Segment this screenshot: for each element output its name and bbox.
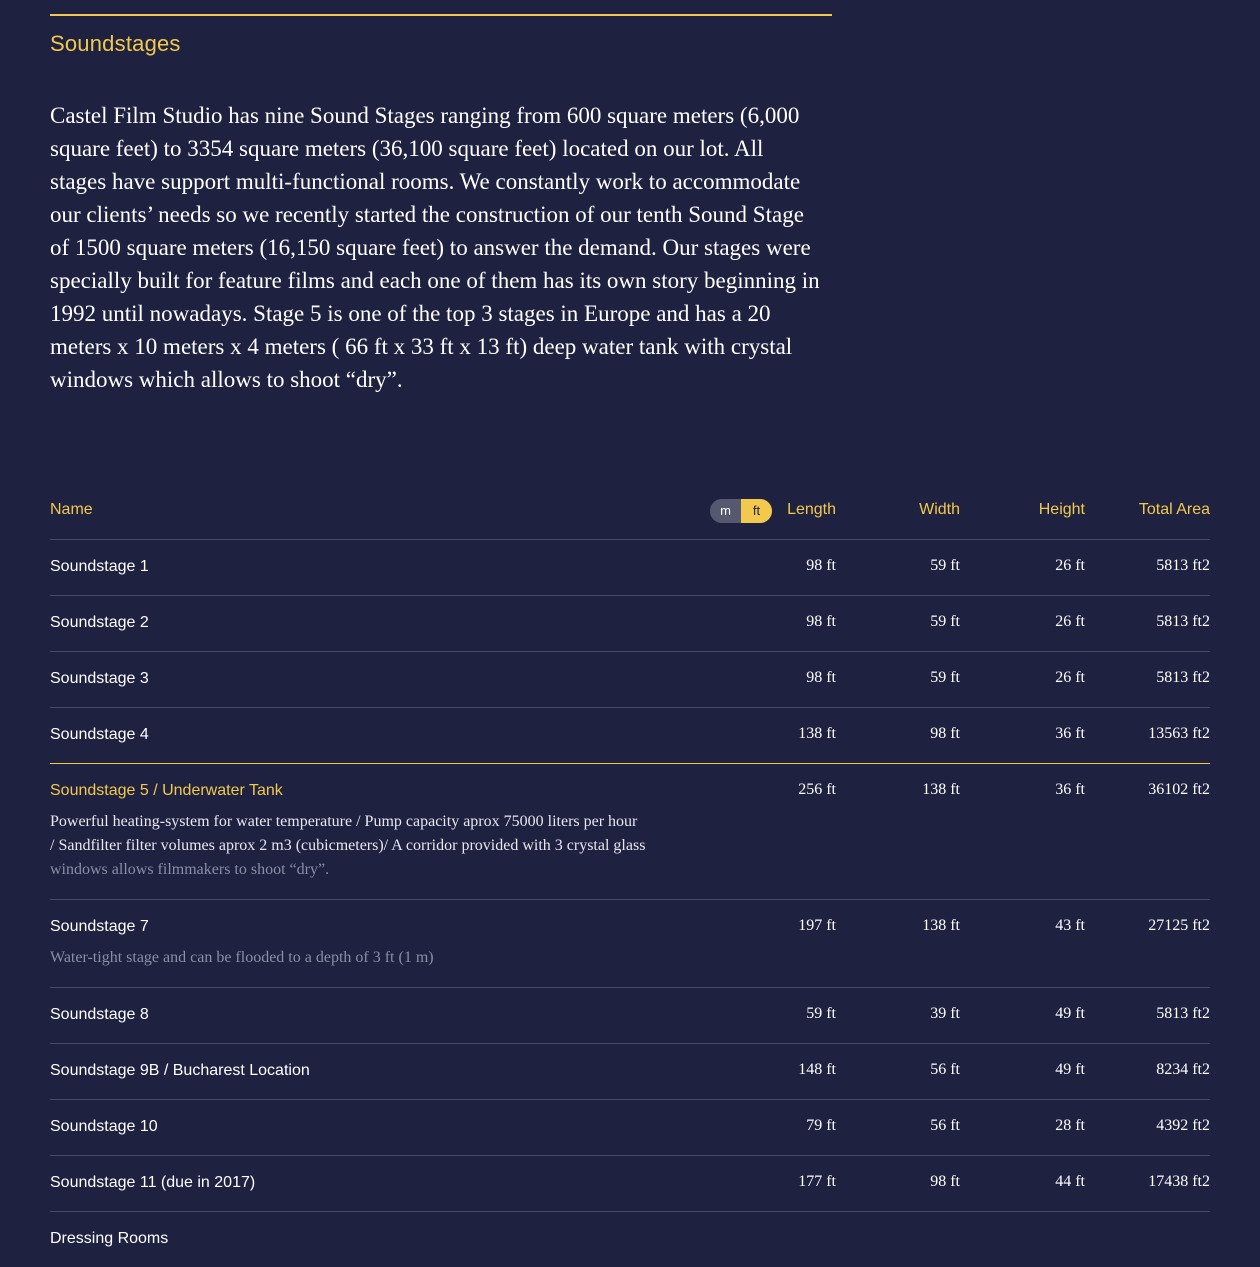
row-area: 5813 ft2 [1156, 669, 1210, 686]
top-rule [50, 14, 832, 16]
row-width: 59 ft [930, 669, 960, 686]
table-row[interactable] [50, 1156, 1210, 1212]
row-name: Soundstage 9B / Bucharest Location [50, 1062, 310, 1079]
row-length: 256 ft [798, 781, 836, 798]
row-area: 4392 ft2 [1156, 1117, 1210, 1134]
header-height: Height [1038, 501, 1085, 518]
row-area: 17438 ft2 [1148, 1173, 1210, 1190]
row-height: 49 ft [1055, 1061, 1085, 1078]
row-area: 36102 ft2 [1148, 781, 1210, 798]
intro-paragraph: Castel Film Studio has nine Sound Stages ranging from 600 square meters (6,000 square feet) to 3354 square meters (36,100 square feet) located on our lot. All stages have support multi-functional rooms. We constantly work to accommodate our clients’ needs so we recently started the construction of our tenth Sound Stage of 1500 square meters (16,150 square feet) to answer the demand. Our stages were specially built for feature films and each one of them has its own story beginning in 1992 until nowadays. Stage 5 is one of the top 3 stages in Europe and has a 20 meters x 10 meters x 4 meters ( 66 ft x 33 ft x 13 ft) deep water tank with crystal windows which allows to shoot “dry”. [50, 103, 820, 392]
row-description-line: windows allows filmmakers to shoot “dry”. [50, 861, 330, 878]
row-area: 27125 ft2 [1148, 917, 1210, 934]
row-length: 79 ft [806, 1117, 836, 1134]
table-row[interactable] [50, 1100, 1210, 1156]
row-description: Water-tight stage and can be flooded to a depth of 3 ft (1 m) [50, 949, 434, 966]
row-width: 59 ft [930, 613, 960, 630]
unit-option-feet[interactable]: ft [741, 499, 772, 523]
row-length: 138 ft [798, 725, 836, 742]
row-area: 13563 ft2 [1148, 725, 1210, 742]
row-area: 5813 ft2 [1156, 1005, 1210, 1022]
row-width: 98 ft [930, 725, 960, 742]
section-title: Soundstages [50, 31, 181, 56]
row-description-line: / Sandfilter filter volumes aprox 2 m3 (cubicmeters)/ A corridor provided with 3 crystal glass [50, 837, 646, 854]
row-width: 138 ft [922, 917, 960, 934]
table-row[interactable] [50, 988, 1210, 1044]
table-row[interactable] [50, 652, 1210, 708]
row-height: 26 ft [1055, 669, 1085, 686]
row-name: Soundstage 2 [50, 614, 149, 631]
row-length: 148 ft [798, 1061, 836, 1078]
row-height: 28 ft [1055, 1117, 1085, 1134]
row-height: 36 ft [1055, 725, 1085, 742]
table-row[interactable] [50, 708, 1210, 764]
header-length: Length [787, 501, 836, 518]
row-height: 49 ft [1055, 1005, 1085, 1022]
row-name: Soundstage 3 [50, 670, 149, 687]
row-description [50, 810, 750, 882]
row-name: Dressing Rooms [50, 1230, 169, 1247]
row-width: 39 ft [930, 1005, 960, 1022]
header-name: Name [50, 501, 93, 518]
row-height: 26 ft [1055, 557, 1085, 574]
row-height: 43 ft [1055, 917, 1085, 934]
table-row[interactable] [50, 1212, 1210, 1267]
row-name: Soundstage 11 (due in 2017) [50, 1174, 256, 1191]
header-total-area: Total Area [1138, 501, 1210, 518]
row-area: 5813 ft2 [1156, 557, 1210, 574]
row-height: 36 ft [1055, 781, 1085, 798]
row-length: 197 ft [798, 917, 836, 934]
table-row[interactable] [50, 540, 1210, 596]
row-width: 56 ft [930, 1117, 960, 1134]
row-height: 26 ft [1055, 613, 1085, 630]
table-row[interactable] [50, 1044, 1210, 1100]
row-description-line: Powerful heating-system for water temperature / Pump capacity aprox 75000 liters per hour [50, 813, 638, 830]
row-width: 59 ft [930, 557, 960, 574]
row-length: 59 ft [806, 1005, 836, 1022]
table-row[interactable] [50, 596, 1210, 652]
header-width: Width [919, 501, 960, 518]
table-row-expanded[interactable] [50, 900, 1210, 988]
row-area: 8234 ft2 [1156, 1061, 1210, 1078]
row-name: Soundstage 7 [50, 918, 149, 935]
row-width: 138 ft [922, 781, 960, 798]
soundstages-table [50, 484, 1210, 1267]
row-name: Soundstage 5 / Underwater Tank [50, 782, 283, 799]
row-height: 44 ft [1055, 1173, 1085, 1190]
row-length: 177 ft [798, 1173, 836, 1190]
row-area: 5813 ft2 [1156, 613, 1210, 630]
row-name: Soundstage 10 [50, 1118, 158, 1135]
unit-toggle[interactable] [710, 499, 772, 523]
row-width: 56 ft [930, 1061, 960, 1078]
row-width: 98 ft [930, 1173, 960, 1190]
row-name: Soundstage 8 [50, 1006, 149, 1023]
table-header [50, 484, 1210, 540]
row-name: Soundstage 1 [50, 558, 149, 575]
row-name: Soundstage 4 [50, 726, 149, 743]
table-row-expanded[interactable] [50, 764, 1210, 900]
unit-option-meters[interactable]: m [710, 499, 741, 523]
row-length: 98 ft [806, 557, 836, 574]
row-length: 98 ft [806, 613, 836, 630]
row-length: 98 ft [806, 669, 836, 686]
